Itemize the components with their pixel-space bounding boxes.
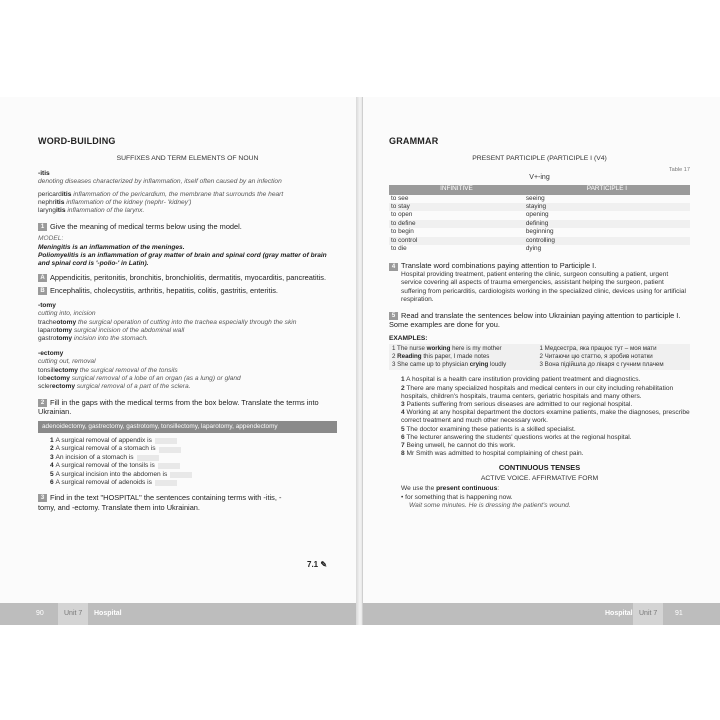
table-cell: to die <box>391 245 407 253</box>
suffix-head-tomy: -tomy <box>38 301 56 309</box>
term-suffix: itis <box>61 190 72 198</box>
example-text: 2 <box>392 352 398 360</box>
example-en <box>392 353 540 361</box>
suffix-head-ectomy: -ectomy <box>38 349 64 357</box>
section-title: GRAMMAR <box>389 136 439 146</box>
sentence <box>401 442 690 450</box>
table-cell: defining <box>524 220 690 228</box>
sentence <box>401 426 690 434</box>
subtitle: SUFFIXES AND TERM ELEMENTS OF NOUN <box>116 155 259 163</box>
task-text: Read and translate the sentences below into Ukrainian paying attention to participle I. Some examples are done for you. <box>389 310 681 329</box>
example-text: this paper, I made notes <box>421 352 490 360</box>
sentence <box>401 409 690 425</box>
table-cell: staying <box>524 203 690 211</box>
item-number: 3 <box>50 453 54 461</box>
sentence-text: A hospital is a health care institution providing patient treatment and diagnostics. <box>406 376 641 384</box>
right-page-content <box>389 137 690 510</box>
table-cell: to define <box>389 220 524 228</box>
sentence <box>401 385 690 401</box>
answer-blank[interactable] <box>155 480 177 486</box>
list-b <box>38 286 337 295</box>
term-example <box>38 367 337 375</box>
answer-blank[interactable] <box>158 463 180 469</box>
bullet-icon: • <box>401 493 404 501</box>
topic-label: Hospital <box>94 610 122 617</box>
table-cell: to stay <box>389 203 524 211</box>
suffix-definition-ectomy: cutting out, removal <box>38 358 96 366</box>
answer-blank[interactable] <box>137 455 159 461</box>
answer-blank[interactable] <box>155 438 177 444</box>
examples-box <box>389 344 690 371</box>
example-en <box>392 345 540 353</box>
intro-text: We use the <box>401 485 437 493</box>
term-example <box>38 335 337 343</box>
term-gloss: surgical removal of a part of the sclera. <box>75 383 191 391</box>
table-cell: opening <box>525 211 549 219</box>
term-stem: scler <box>38 383 52 391</box>
example-text: here is my mother <box>450 344 502 352</box>
task-text: Translate word combinations paying attention to Participle I. <box>401 261 597 271</box>
task-number-badge: 1 <box>38 223 47 231</box>
table-row <box>389 245 690 253</box>
page-number: 90 <box>36 610 44 617</box>
sentence <box>401 434 690 442</box>
sentence-number: 4 <box>401 409 405 417</box>
term-gloss: surgical removal of a lobe of an organ (as a lung) or gland <box>69 374 241 382</box>
term-gloss: inflammation of the larynx. <box>65 207 145 215</box>
example-text: 1 The nurse <box>392 344 427 352</box>
list-letter-badge: B <box>38 287 47 295</box>
subtitle: PRESENT PARTICIPLE (PARTICIPLE I (V4) <box>472 155 607 163</box>
sentence-text: The doctor examining these patients is a skilled specialist. <box>406 425 576 433</box>
left-page <box>0 97 358 625</box>
term-suffix: itis <box>54 199 65 207</box>
terms-box: adenoidectomy, gastrectomy, gastrotomy, tonsillectomy, laparotomy, appendectomy <box>38 421 337 433</box>
term-suffix: ectomy <box>54 366 78 374</box>
table-cell: to open <box>391 211 413 219</box>
example-ua: 2 Читаючи цю статтю, я зробив нотатки <box>539 352 653 360</box>
table-row <box>389 203 690 211</box>
term-stem: tonsill <box>38 366 55 374</box>
term-gloss: incision into the stomach. <box>72 335 148 343</box>
examples-label: EXAMPLES: <box>389 335 428 343</box>
term-stem: gastro <box>38 335 57 343</box>
task-number-badge: 2 <box>38 399 47 407</box>
example-text: loudly <box>488 361 507 369</box>
sentence <box>401 376 690 384</box>
fill-in-list <box>50 437 337 487</box>
term-example <box>38 319 337 327</box>
task-text: Find in the text "HOSPITAL" the sentences containing terms with -itis, -tomy, and -ectomy. Translate them into Ukrainian. <box>38 493 282 512</box>
task-number-badge: 4 <box>389 263 398 271</box>
term-gloss: the surgical operation of cutting into the trachea especially through the skin <box>76 318 297 326</box>
task-2 <box>38 398 337 417</box>
right-footer <box>363 603 720 625</box>
item-number: 6 <box>50 479 54 486</box>
fill-item <box>50 445 337 453</box>
item-number: 2 <box>50 445 54 453</box>
item-text: A surgical incision into the abdomen is <box>55 470 168 478</box>
task-text: Give the meaning of medical terms below using the model. <box>50 221 242 231</box>
formula: V+-ing <box>529 174 550 182</box>
term-example <box>38 191 337 199</box>
term-example <box>38 327 337 335</box>
suffix-head-itis: -itis <box>38 169 50 177</box>
term-example <box>38 383 337 391</box>
answer-blank[interactable] <box>159 447 181 453</box>
model-label: MODEL: <box>38 235 64 243</box>
topic-label: Hospital <box>605 610 633 617</box>
pencil-icon: ✎ <box>320 560 328 569</box>
fill-item <box>50 471 337 479</box>
task-text: Fill in the gaps with the medical terms from the box below. Translate the terms into Ukrainian. <box>38 397 319 417</box>
table-label: Table 17 <box>668 166 690 173</box>
model-example <box>38 235 337 269</box>
table-row <box>389 220 690 228</box>
item-text: An incision of a stomach is <box>55 453 134 461</box>
continuous-intro <box>389 485 690 493</box>
table-cell: beginning <box>525 228 554 236</box>
sentence-text: Being unwell, he cannot do this work. <box>406 441 516 449</box>
table-row <box>389 237 690 245</box>
term-stem: laryng <box>38 207 56 215</box>
model-line: Poliomyelitis is an inflammation of gray matter of brain and spinal cord (gray matter of brain and spinal cord is '-polio-' in Latin). <box>38 252 327 268</box>
list-text: Encephalitis, cholecystitis, arthritis, hepatitis, colitis, gastritis, enteritis. <box>50 286 278 296</box>
sentence-number: 3 <box>401 400 405 408</box>
table-row <box>389 211 690 219</box>
continuous-subtitle: ACTIVE VOICE. AFFIRMATIVE FORM <box>480 474 599 482</box>
list-text: Appendicitis, peritonitis, bronchitis, bronchiolitis, dermatitis, myocarditis, pancreatitis. <box>50 272 327 282</box>
bullet-text: for something that is happening now. <box>405 493 513 501</box>
intro-keyword: present continuous <box>436 485 498 493</box>
continuous-bullet <box>389 494 690 502</box>
answer-blank[interactable] <box>170 472 192 478</box>
sentence-text: Patients suffering from serious diseases are admitted to our regional hospital. <box>406 400 633 408</box>
open-book <box>0 97 720 625</box>
suffix-definition-itis: denoting diseases characterized by inflammation, itself often caused by an infection <box>38 178 282 186</box>
term-suffix: otomy <box>56 318 77 326</box>
sentence-number: 7 <box>401 441 405 449</box>
page-number: 91 <box>675 610 683 617</box>
item-number: 5 <box>50 470 54 478</box>
term-stem: lob <box>38 374 47 382</box>
sentence <box>401 401 690 409</box>
section-title: WORD-BUILDING <box>38 136 116 146</box>
example-keyword: working <box>426 344 451 352</box>
table-cell: dying <box>525 245 542 253</box>
sentence <box>401 450 690 458</box>
sentence-number: 8 <box>401 450 405 458</box>
unit-label: Unit 7 <box>58 603 88 625</box>
sentence-number: 2 <box>401 384 405 392</box>
unit-label: Unit 7 <box>633 603 663 625</box>
intro-text: : <box>497 485 500 493</box>
sentence-text: The lecturer answering the students' questions works at the regional hospital. <box>406 433 632 441</box>
table-header-row <box>389 185 690 195</box>
term-suffix: itis <box>55 207 66 215</box>
sentence-text: Mr Smith was admitted to hospital complaining of chest pain. <box>406 450 584 458</box>
term-suffix: tomy <box>56 326 73 334</box>
left-page-content <box>38 137 337 512</box>
task-1 <box>38 222 337 231</box>
task-number-badge: 5 <box>389 312 398 320</box>
term-example <box>38 375 337 383</box>
right-page <box>362 97 720 625</box>
list-a <box>38 273 337 282</box>
table-cell: controlling <box>524 237 690 245</box>
fill-item <box>50 437 337 445</box>
list-letter-badge: A <box>38 274 47 282</box>
term-example <box>38 207 337 215</box>
task-4-body: Hospital providing treatment, patient entering the clinic, surgeon consulting a patient, urgent service covering all aspects of trauma emergencies, assistant helping the surgeon, patient suffering from pericarditis, cardiologists working in the specialized clinic, devices using for artificial respiration. <box>401 270 686 304</box>
table-cell: to control <box>389 237 524 245</box>
term-gloss: the surgical removal of the tonsils <box>77 366 178 374</box>
example-text: 3 She came up to physician <box>392 361 470 369</box>
term-stem: laparo <box>38 326 57 334</box>
sentence-text: There are many specialized hospitals and medical centers in our city including rehabilitation hospitals, children's hospitals, trauma centers, geriatric hospitals and many others. <box>401 384 674 400</box>
table-cell: to see <box>391 194 409 202</box>
fill-item <box>50 462 337 470</box>
term-example <box>38 199 337 207</box>
term-suffix: ectomy <box>51 383 76 391</box>
item-number: 4 <box>50 462 54 470</box>
task-5 <box>389 311 690 330</box>
continuous-title: CONTINUOUS TENSES <box>498 463 581 473</box>
continuous-example: Wait some minutes. He is dressing the patient's wound. <box>409 501 571 509</box>
term-gloss: inflammation of the kidney (nephr- 'kidney') <box>64 199 192 207</box>
example-ua: 3 Вона підійшла до лікаря с гучним плачем <box>539 361 664 369</box>
term-suffix: ectomy <box>46 374 70 382</box>
term-stem: trache <box>38 318 57 326</box>
term-stem: pericard <box>38 190 62 198</box>
sentence-text: Working at any hospital department the doctors examine patients, make the diagnoses, prescribe correct treatment and much other necessary work. <box>401 409 690 425</box>
sentence-number: 5 <box>401 425 405 433</box>
item-text: A surgical removal of a stomach is <box>55 445 156 453</box>
pencil-label: 7.1 <box>307 560 319 569</box>
examples-itis <box>38 191 337 216</box>
sentence-number: 6 <box>401 433 405 441</box>
term-gloss: inflammation of the pericardium, the membrane that surrounds the heart <box>71 190 284 198</box>
model-line: Meningitis is an inflammation of the meninges. <box>38 243 185 251</box>
example-en <box>392 361 540 369</box>
fill-item <box>50 454 337 462</box>
examples-ectomy <box>38 367 337 392</box>
term-stem: nephr <box>38 199 55 207</box>
term-gloss: surgical incision of the abdominal wall <box>72 326 185 334</box>
item-text: A surgical removal of the tonsils is <box>55 462 155 470</box>
item-text: A surgical removal of appendix is <box>55 436 152 444</box>
suffix-definition-tomy: cutting into, incision <box>38 310 96 318</box>
item-number: 1 <box>50 436 54 444</box>
sentence-list <box>389 376 690 458</box>
table-header: INFINITIVE <box>389 185 524 195</box>
example-keyword: crying <box>469 361 489 369</box>
example-keyword: Reading <box>397 352 422 360</box>
task-3 <box>38 493 337 512</box>
table-row <box>389 195 690 203</box>
table-cell: to begin <box>391 228 414 236</box>
table-header: PARTICIPLE I <box>524 185 690 195</box>
pencil-reference <box>307 560 327 569</box>
task-4 <box>389 261 690 270</box>
item-text: A surgical removal of adenoids is <box>55 479 152 486</box>
example-ua: 1 Медсестра, яка працює тут – моя мати <box>539 344 657 352</box>
participle-table <box>389 185 690 254</box>
table-cell: seeing <box>525 194 545 202</box>
left-footer <box>0 603 357 625</box>
examples-tomy <box>38 319 337 344</box>
table-row <box>389 228 690 236</box>
task-number-badge: 3 <box>38 494 47 502</box>
term-suffix: tomy <box>56 335 73 343</box>
sentence-number: 1 <box>401 376 405 384</box>
fill-item <box>50 479 337 487</box>
